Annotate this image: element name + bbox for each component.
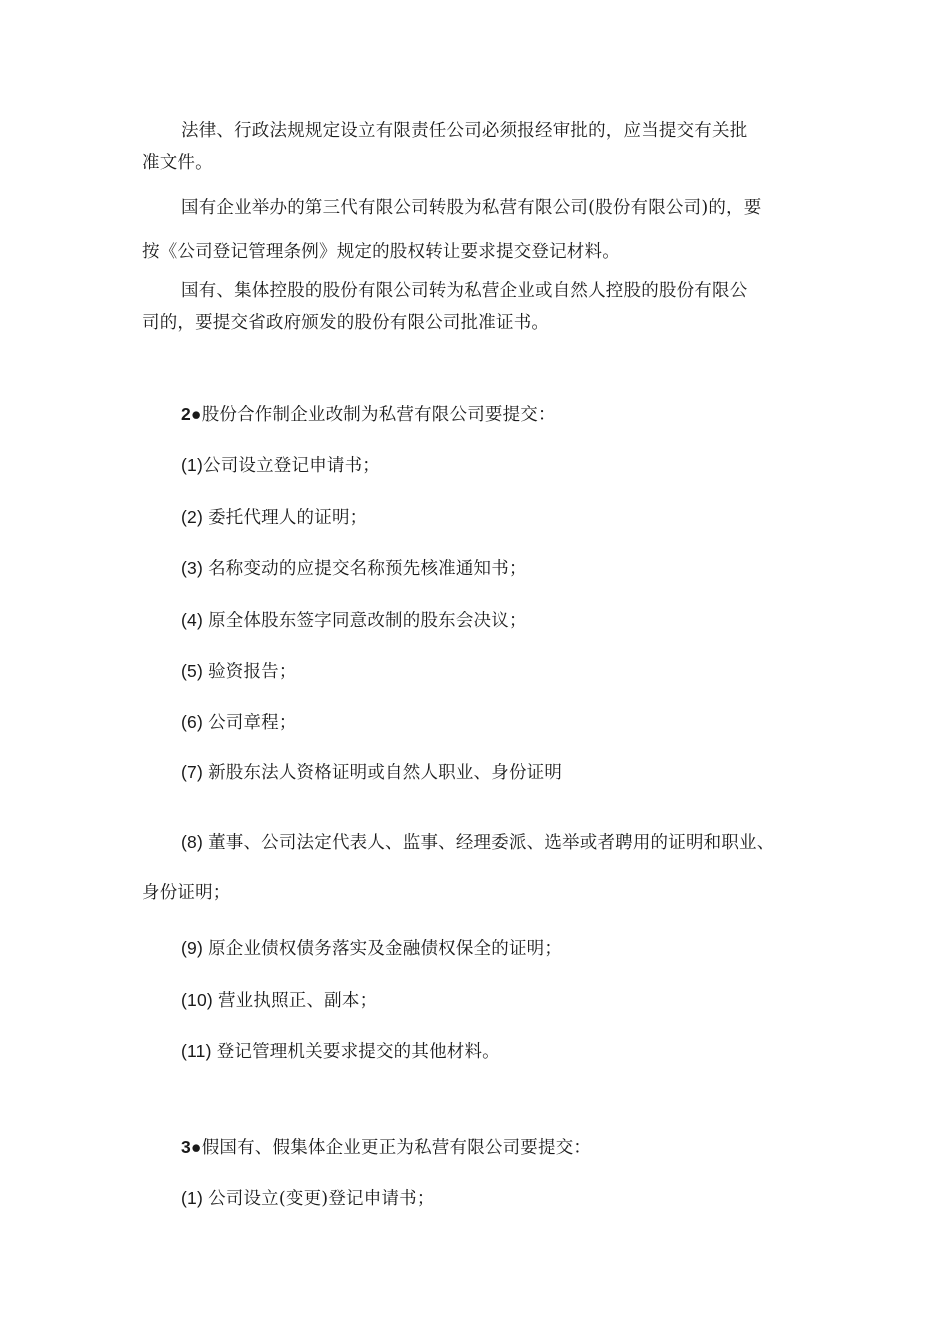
paragraph-2-line-2: 按《公司登记管理条例》规定的股权转让要求提交登记材料。 [142, 242, 620, 262]
list-item [181, 608, 527, 633]
paragraph-3-line-1: 国有、集体控股的股份有限公司转为私营企业或自然人控股的股份有限公 [181, 281, 748, 301]
list-item-number: (5) [181, 661, 209, 681]
list-item-number: (2) [181, 507, 209, 527]
list-item-text: 原企业债权债务落实及金融债权保全的证明； [208, 939, 563, 959]
list-item-text: 名称变动的应提交名称预先核准通知书； [208, 559, 527, 579]
list-item-number: (7) [181, 762, 209, 782]
paragraph-2-line-1: 国有企业举办的第三代有限公司转股为私营有限公司(股份有限公司)的，要 [181, 198, 762, 218]
list-item [181, 988, 377, 1013]
section-2-heading-text: 股份合作制企业改制为私营有限公司要提交： [201, 405, 556, 425]
list-item-number: (11) [181, 1041, 217, 1061]
list-item [181, 505, 367, 530]
list-item-number: (3) [181, 558, 209, 578]
list-item-text: 营业执照正、副本； [217, 991, 378, 1011]
section-3-heading-text: 假国有、假集体企业更正为私营有限公司要提交： [201, 1138, 592, 1158]
list-item-text: 委托代理人的证明； [208, 508, 368, 528]
list-item-text: 原全体股东签字同意改制的股东会决议； [208, 611, 527, 631]
section-2-heading [181, 402, 556, 427]
list-item-text: 公司设立登记申请书； [203, 456, 380, 476]
list-item-number: (8) [181, 832, 209, 852]
paragraph-1-line-1: 法律、行政法规规定设立有限责任公司必须报经审批的，应当提交有关批 [181, 121, 748, 141]
list-item [181, 936, 562, 961]
section-2-number: 2● [181, 404, 202, 424]
list-item-number: (1) [181, 455, 203, 475]
list-item-text: 董事、公司法定代表人、监事、经理委派、选举或者聘用的证明和职业、 [208, 833, 775, 853]
list-item [181, 453, 380, 478]
list-item-text: 登记管理机关要求提交的其他材料。 [216, 1042, 500, 1062]
list-item [181, 830, 774, 855]
list-item-text: 公司章程； [208, 713, 297, 733]
list-item-number: (6) [181, 712, 209, 732]
list-item-number: (1) [181, 1188, 209, 1208]
list-item [181, 556, 527, 581]
list-item-text: 新股东法人资格证明或自然人职业、身份证明 [208, 763, 563, 783]
list-item-number: (4) [181, 610, 209, 630]
list-item-text: 验资报告； [208, 662, 297, 682]
list-item [181, 1039, 500, 1064]
section-3-number: 3● [181, 1137, 202, 1157]
list-item-continuation: 身份证明； [142, 883, 231, 903]
list-item [181, 659, 297, 684]
list-item [181, 1186, 435, 1211]
list-item-number: (9) [181, 938, 209, 958]
paragraph-3-line-2: 司的，要提交省政府颁发的股份有限公司批准证书。 [142, 313, 550, 333]
list-item [181, 710, 297, 735]
list-item [181, 760, 562, 785]
list-item-text: 公司设立(变更)登记申请书； [208, 1189, 435, 1209]
paragraph-1-line-2: 准文件。 [142, 153, 213, 173]
list-item-number: (10) [181, 990, 218, 1010]
section-3-heading [181, 1135, 591, 1160]
